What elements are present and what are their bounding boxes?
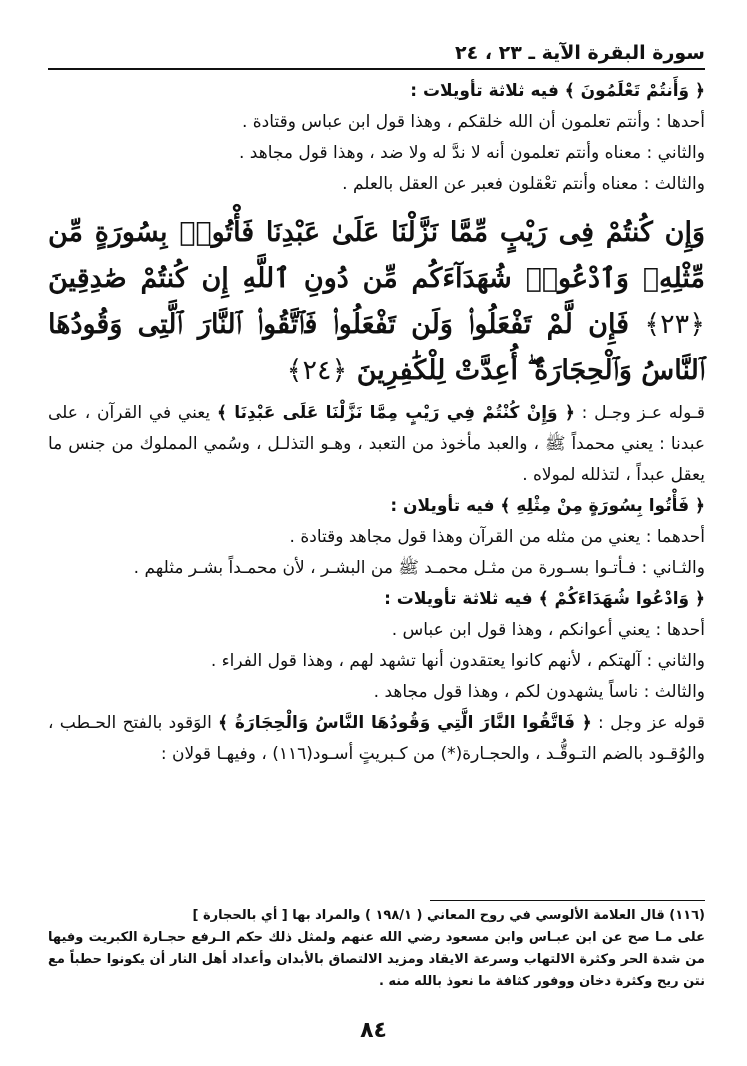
footnote-line: (١١٦) قال العلامة الألوسي في روح المعاني ( ١٩٨/١ ) والمراد بها [ أي بالحجارة ] [192, 908, 705, 923]
verse-23: وَإِن كُنتُمْ فِى رَيْبٍ مِّمَّا نَزَّلْنَا عَلَىٰ عَبْدِنَا فَأْتُوا۟ بِسُورَةٍ مِّن مِّثْلِهِۦ وَٱدْعُوا۟ شُهَدَآءَكُم مِّن دُونِ ٱللَّهِ إِن كُنتُمْ صَٰدِقِينَ [48, 217, 705, 294]
body-text: الوَقود بالفتح الحـطب ، والوُقـود بالضم التـوقُّـد ، والحجـارة(*) من كـبريتٍ أسـود(١١٦) ، وفيهـا قولان : [48, 713, 705, 764]
section4-heading [48, 584, 705, 615]
paragraph: والثاني : معناه وأنتم تعلمون أنه لا ندَّ له ولا ضد ، وهذا قول مجاهد . [239, 143, 705, 163]
quran-phrase: ﴿ فَأْتُوا بِسُورَةٍ مِنْ مِثْلِهِ ﴾ [500, 496, 705, 516]
paragraph: أحدهما : يعني من مثله من القرآن وهذا قول مجاهد وقتادة . [289, 527, 705, 547]
paragraph: أحدها : يعني أعوانكم ، وهذا قول ابن عباس . [391, 620, 705, 640]
paragraph: والثالث : معناه وأنتم تعْقلون فعبر عن العقل بالعلم . [342, 174, 705, 194]
page-number: ٨٤ [360, 1018, 387, 1043]
heading-tail: فيه ثلاثة تأويلات : [410, 81, 565, 101]
commentary-paragraph [48, 708, 705, 770]
verse-24-marker: ﴿٢٤﴾ [286, 355, 348, 386]
quran-phrase: ﴿ فَاتَّقُوا النَّارَ الَّتِي وَقُودُهَا النَّاسُ وَالْحِجَارَةُ ﴾ [218, 713, 592, 733]
verse-23-marker: ﴿٢٣﴾ [644, 309, 706, 340]
quran-phrase: ﴿ وَإِنْ كُنْتُمْ فِي رَيْبٍ مِمَّا نَزَّلْنَا عَلَى عَبْدِنَا ﴾ [216, 403, 575, 423]
footnotes [48, 905, 705, 993]
header-title: سورة البقرة الآية ـ ٢٣ ، ٢٤ [455, 42, 705, 64]
quran-phrase: ﴿ وَادْعُوا شُهَدَاءَكُمْ ﴾ [538, 589, 705, 609]
paragraph: والثاني : آلهتكم ، لأنهم كانوا يعتقدون أنها تشهد لهم ، وهذا قول الفراء . [210, 651, 705, 671]
footnote-line: على مـا صح عن ابن عبـاس وابن مسعود رضي الله عنهم ولمثل ذلك حكم الـرفع حجـارة الكبريت وفيها من شدة الحر وكثرة الالتهاب وسرعة الايقاد ومزيد الالتصاق بالأبدان وأعداد أهل النار أن يكونوا حطباً مع نتن ريح وكثرة دخان ووفور كثافة ما نعوذ بالله منه . [48, 930, 705, 989]
quran-phrase: ﴿ وَأَنتُمْ تَعْلَمُونَ ﴾ [564, 81, 705, 101]
paragraph: أحدها : وأنتم تعلمون أن الله خلقكم ، وهذا قول ابن عباس وقتادة . [241, 112, 705, 132]
intro-text: قوله عز وجل : [591, 713, 705, 733]
running-header [48, 40, 705, 70]
heading-tail: فيه تأويلان : [390, 496, 501, 516]
body-text: يعني في القرآن ، على عبدنا : يعني محمداً ﷺ ، والعبد مأخوذ من التعبد ، وهـو التذلـل ، وسُمي المملوك من جنس ما يعقل عبداً ، لتذلله لمولاه . [48, 403, 705, 485]
main-text [48, 76, 705, 770]
paragraph: والثالث : ناساً يشهدون لكم ، وهذا قول مجاهد . [373, 682, 705, 702]
heading-tail: فيه ثلاثة تأويلات : [384, 589, 539, 609]
intro-text: قـوله عـز وجـل : [574, 403, 705, 423]
section3-heading [48, 491, 705, 522]
paragraph: والثـاني : فـأتـوا بسـورة من مثـل محمـد ﷺ من البشـر ، لأن محمـداً بشـر مثلهم . [133, 558, 705, 578]
verse-24: فَإِن لَّمْ تَفْعَلُوا۟ وَلَن تَفْعَلُوا۟ فَٱتَّقُوا۟ ٱلنَّارَ ٱلَّتِى وَقُودُهَا ٱلنَّاسُ وَٱلْحِجَارَةُ ۖ أُعِدَّتْ لِلْكَٰفِرِينَ [48, 309, 705, 386]
section1-heading [48, 76, 705, 107]
footnote-divider [430, 900, 705, 901]
quran-verses-block [48, 210, 705, 394]
commentary-paragraph [48, 398, 705, 491]
